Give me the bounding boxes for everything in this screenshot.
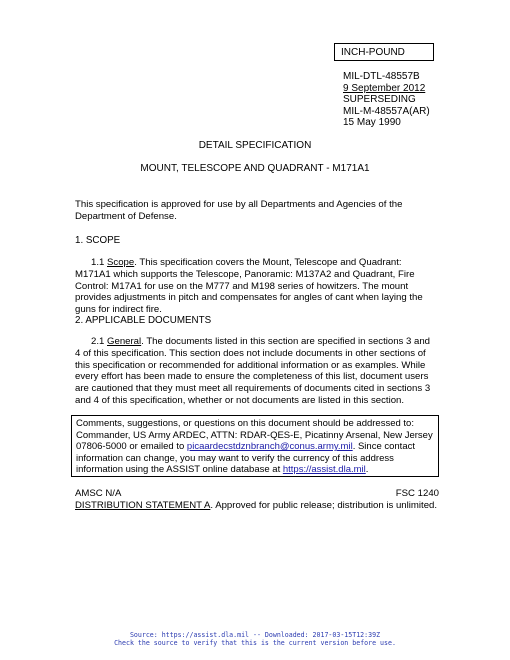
email-link[interactable]: picaardecstdznbranch@conus.army.mil [186,441,353,453]
distribution-statement [75,500,437,511]
section-1-1-label: Scope [107,257,135,268]
section-2-1-num: 2.1 [91,336,108,347]
comments-text-1: Comments, suggestions, or questions on this document should be addressed to: Commander, US Army ARDEC, ATTN: RDAR-QES-E, Picatinny Arsenal, New Jersey 07806-5000 or emailed to [76,418,433,453]
comments-text-2: . Since contact information can change, you may want to verify the currency of this address information using the ASSIST online database at [76,441,415,476]
superseded-doc: MIL-M-48557A(AR) [343,105,430,117]
distribution-label: DISTRIBUTION STATEMENT A [75,500,211,511]
document-identifier [343,71,430,129]
source-line-1: Source: https://assist.dla.mil -- Downloaded: 2017-03-15T12:39Z [129,631,381,639]
section-1-1 [75,257,437,316]
assist-link[interactable]: https://assist.dla.mil [282,464,366,476]
section-2-heading: 2. APPLICABLE DOCUMENTS [75,315,212,326]
doc-date: 9 September 2012 [343,82,426,94]
section-2-1-text: . The documents listed in this section are specified in sections 3 and 4 of this specification. This section does not include documents in other sections of this specification or recommended for additional information or as examples. While every effort has been made to ensure the completeness of this list, document users are cautioned that they must meet all requirements of documents cited in sections 3 and 4 of this specification, whether or not documents are listed in this section. [75,336,431,406]
superseded-date: 15 May 1990 [343,117,401,128]
section-1-1-text: . This specification covers the Mount, Telescope and Quadrant: M171A1 which supports the Telescope, Panoramic: M137A2 and Quadrant, Fire Control: M17A1 for use on the M777 and M198 series of howitzers. The mount provides adjustments in pitch and compensates for angles of cant when laying the guns for indirect fire. [75,257,423,316]
source-line [0,631,510,647]
section-2-1 [75,336,437,407]
superseding-label: SUPERSEDING [343,94,416,105]
amsc-label: AMSC N/A [75,488,122,499]
spec-type: DETAIL SPECIFICATION [198,140,312,151]
source-line-2: Check the source to verify that this is the current version before use. [114,639,396,647]
fsc-label: FSC 1240 [395,488,439,499]
comments-text-3: . [365,464,369,476]
approval-text: This specification is approved for use by all Departments and Agencies of the Department of Defense. [75,199,403,222]
comments-box [71,415,439,477]
approval-statement [75,199,437,223]
section-2-1-label: General [107,336,142,347]
spec-subject: MOUNT, TELESCOPE AND QUADRANT - M171A1 [140,163,370,174]
section-1-heading: 1. SCOPE [75,235,121,246]
distribution-text: . Approved for public release; distribution is unlimited. [210,500,438,511]
inch-pound-box [334,43,434,61]
section-1-1-num: 1.1 [91,257,108,268]
inch-pound-label: INCH-POUND [341,47,405,58]
doc-number: MIL-DTL-48557B [343,71,420,82]
